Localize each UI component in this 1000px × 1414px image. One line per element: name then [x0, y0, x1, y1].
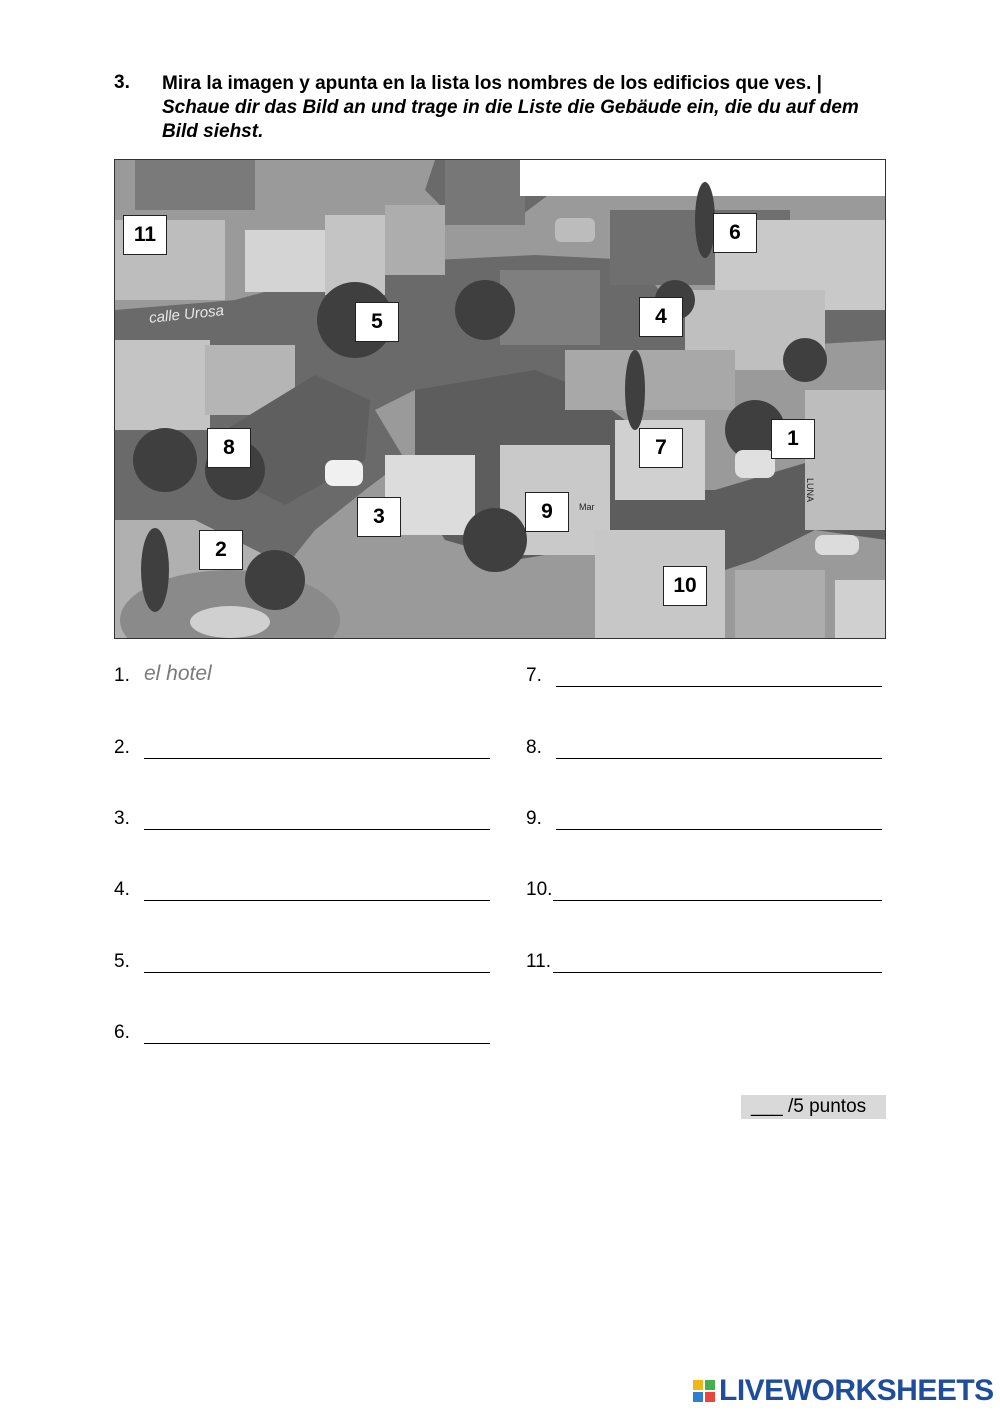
answer-row-4[interactable] — [114, 874, 492, 904]
answer-text-1: el hotel — [144, 662, 212, 685]
answer-row-8[interactable] — [526, 732, 880, 762]
answer-row-11[interactable] — [526, 946, 880, 976]
answer-number: 7. — [526, 665, 542, 686]
answer-number: 4. — [114, 879, 130, 900]
scene-label-8: 8 — [207, 428, 251, 468]
answer-input-line-6[interactable] — [144, 1043, 490, 1044]
liveworksheets-logo-icon — [693, 1380, 715, 1402]
hotel-sign-label: LUNA — [805, 478, 815, 503]
scene-label-4: 4 — [639, 297, 683, 337]
scene-label-9: 9 — [525, 492, 569, 532]
answer-row-1 — [114, 660, 492, 690]
answer-row-10[interactable] — [526, 874, 880, 904]
exercise-number: 3. — [114, 72, 130, 93]
scene-label-6: 6 — [713, 213, 757, 253]
answer-input-line-4[interactable] — [144, 900, 490, 901]
answer-row-5[interactable] — [114, 946, 492, 976]
liveworksheets-brand — [693, 1374, 994, 1408]
answer-number: 2. — [114, 737, 130, 758]
scene-label-7: 7 — [639, 428, 683, 468]
scene-label-1: 1 — [771, 419, 815, 459]
answer-number: 3. — [114, 808, 130, 829]
answer-number: 9. — [526, 808, 542, 829]
answer-input-line-7[interactable] — [556, 686, 882, 687]
scene-label-3: 3 — [357, 497, 401, 537]
town-illustration — [114, 159, 886, 639]
answer-number: 10. — [526, 879, 553, 900]
answer-row-3[interactable] — [114, 803, 492, 833]
answer-input-line-3[interactable] — [144, 829, 490, 830]
answer-list — [114, 660, 886, 1060]
answer-row-9[interactable] — [526, 803, 880, 833]
answer-number: 8. — [526, 737, 542, 758]
scene-label-5: 5 — [355, 302, 399, 342]
answer-input-line-8[interactable] — [556, 758, 882, 759]
answer-row-7[interactable] — [526, 660, 880, 690]
answer-input-line-5[interactable] — [144, 972, 490, 973]
answer-row-6[interactable] — [114, 1017, 492, 1047]
brand-name: LIVEWORKSHEETS — [719, 1374, 994, 1407]
scene-label-10: 10 — [663, 566, 707, 606]
answer-input-line-10[interactable] — [553, 900, 882, 901]
scene-label-11: 11 — [123, 215, 167, 255]
street-name-label: calle Urosa — [148, 302, 225, 327]
answer-number: 11. — [526, 951, 552, 972]
exercise-instruction — [162, 72, 892, 144]
answer-number: 5. — [114, 951, 130, 972]
shop-sign-label: Mar — [579, 502, 595, 512]
answer-input-line-11[interactable] — [553, 972, 882, 973]
instruction-german: Schaue dir das Bild an und trage in die Liste die Gebäude ein, die du auf dem Bild siehst. — [162, 97, 859, 142]
answer-number: 6. — [114, 1022, 130, 1043]
answer-input-line-2[interactable] — [144, 758, 490, 759]
instruction-spanish: Mira la imagen y apunta en la lista los nombres de los edificios que ves. | — [162, 73, 822, 94]
score-box: ___ /5 puntos — [741, 1095, 886, 1119]
answer-row-2[interactable] — [114, 732, 492, 762]
answer-number: 1. — [114, 665, 130, 686]
answer-input-line-9[interactable] — [556, 829, 882, 830]
scene-label-2: 2 — [199, 530, 243, 570]
